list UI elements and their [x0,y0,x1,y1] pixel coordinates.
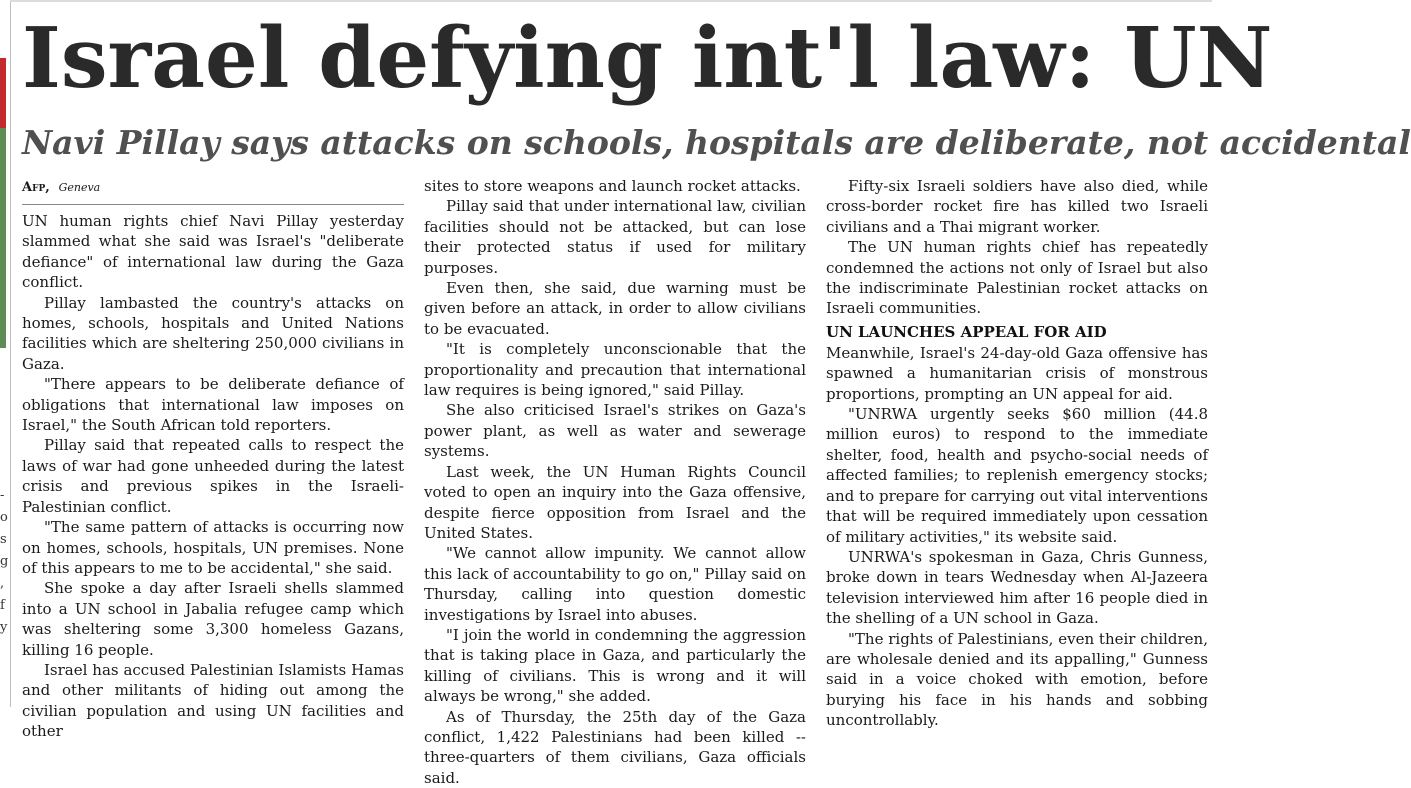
paragraph: Israel has accused Palestinian Islamists Hamas and other militants of hiding out among the civilian population and using UN facilities and other [22,660,404,741]
edge-glyph: g [0,554,9,569]
paragraph: "We cannot allow impunity. We cannot allow this lack of accountability to go on," Pillay said on Thursday, calling into question domestic investigations by Israel into abuses. [424,544,806,624]
paragraph: "There appears to be deliberate defiance of obligations that international law imposes on Israel," the South African told reporters. [22,375,404,435]
paragraph: Fifty-six Israeli soldiers have also died, while cross-border rocket fire has killed two Israeli civilians and a Thai migrant worker. [826,177,1208,236]
paragraph: "I join the world in condemning the aggression that is taking place in Gaza, and particularly the killing of civilians. This is wrong and it will always be wrong," she added. [424,625,806,706]
paragraph: UNRWA's spokesman in Gaza, Chris Gunness, broke down in tears Wednesday when Al-Jazeera television interviewed him after 16 people died in the shelling of a UN school in Gaza. [826,547,1208,628]
edge-glyph: f [0,598,5,613]
subheadline: Navi Pillay says attacks on schools, hospitals are deliberate, not accidental [22,123,1411,162]
paragraph: Pillay said that under international law, civilian facilities should not be attacked, but can lose their protected status if used for military purposes. [424,197,806,277]
paragraph: Pillay lambasted the country's attacks on homes, schools, hospitals and United Nations facilities which are sheltering 250,000 civilians in Gaza. [22,293,404,373]
paragraph: Even then, she said, due warning must be given before an attack, in order to allow civilians to be evacuated. [424,279,806,338]
paragraph: "UNRWA urgently seeks $60 million (44.8 million euros) to respond to the immediate shelter, food, health and psycho-social needs of affected families; to replenish emergency stocks; and to prepare for carrying out vital interventions that will be required immediately upon cessation of military activities," its website said. [826,405,1208,546]
byline-agency: Afp, [22,180,50,195]
article-column-3 [826,176,1208,730]
paragraph: sites to store weapons and launch rocket attacks. [424,177,801,195]
paragraph: Pillay said that repeated calls to respect the laws of war had gone unheeded during the latest crisis and previous spikes in the Israeli-Palestinian conflict. [22,436,404,516]
paragraph: Meanwhile, Israel's 24-day-old Gaza offensive has spawned a humanitarian crisis of monstrous proportions, prompting an UN appeal for aid. [826,343,1208,403]
paragraph: The UN human rights chief has repeatedly condemned the actions not only of Israel but also the indiscriminate Palestinian rocket attacks on Israeli communities. [826,238,1208,318]
byline-dateline: Geneva [58,181,101,194]
adjacent-page-text-fragments [0,485,9,639]
paragraph: She also criticised Israel's strikes on Gaza's power plant, as well as water and sewerage systems. [424,401,806,461]
paragraph: "It is completely unconscionable that the proportionality and precaution that international law requires is being ignored," said Pillay. [424,340,806,400]
adjacent-page-red-block [0,58,6,128]
paragraph: She spoke a day after Israeli shells slammed into a UN school in Jabalia refugee camp which was sheltering some 3,300 homeless Gazans, killing 16 people. [22,579,404,659]
paragraph: "The rights of Palestinians, even their children, are wholesale denied and its appalling," Gunness said in a voice choked with emotion, before burying his face in his hands and sobbing uncontrollably. [826,629,1208,730]
article-column-2 [424,176,806,787]
edge-glyph: - [0,488,5,503]
edge-glyph: , [0,576,5,591]
article-column-1 [22,176,404,741]
byline [22,176,404,205]
edge-glyph: o [0,510,8,525]
crosshead: UN LAUNCHES APPEAL FOR AID [826,322,1107,341]
headline: Israel defying int'l law: UN [22,9,1273,107]
paragraph: Last week, the UN Human Rights Council voted to open an inquiry into the Gaza offensive, despite fierce opposition from Israel and the United States. [424,462,806,542]
adjacent-page-green-block [0,128,6,348]
paragraph: As of Thursday, the 25th day of the Gaza conflict, 1,422 Palestinians had been killed -- three-quarters of them civilians, Gaza officials said. [424,707,806,787]
edge-glyph: s [0,532,7,547]
top-rule [10,0,1212,8]
paragraph: UN human rights chief Navi Pillay yesterday slammed what she said was Israel's "deliberate defiance" of international law during the Gaza conflict. [22,212,404,292]
edge-glyph: y [0,620,8,635]
paragraph: "The same pattern of attacks is occurring now on homes, schools, hospitals, UN premises. None of this appears to me to be accidental," she said. [22,518,404,577]
